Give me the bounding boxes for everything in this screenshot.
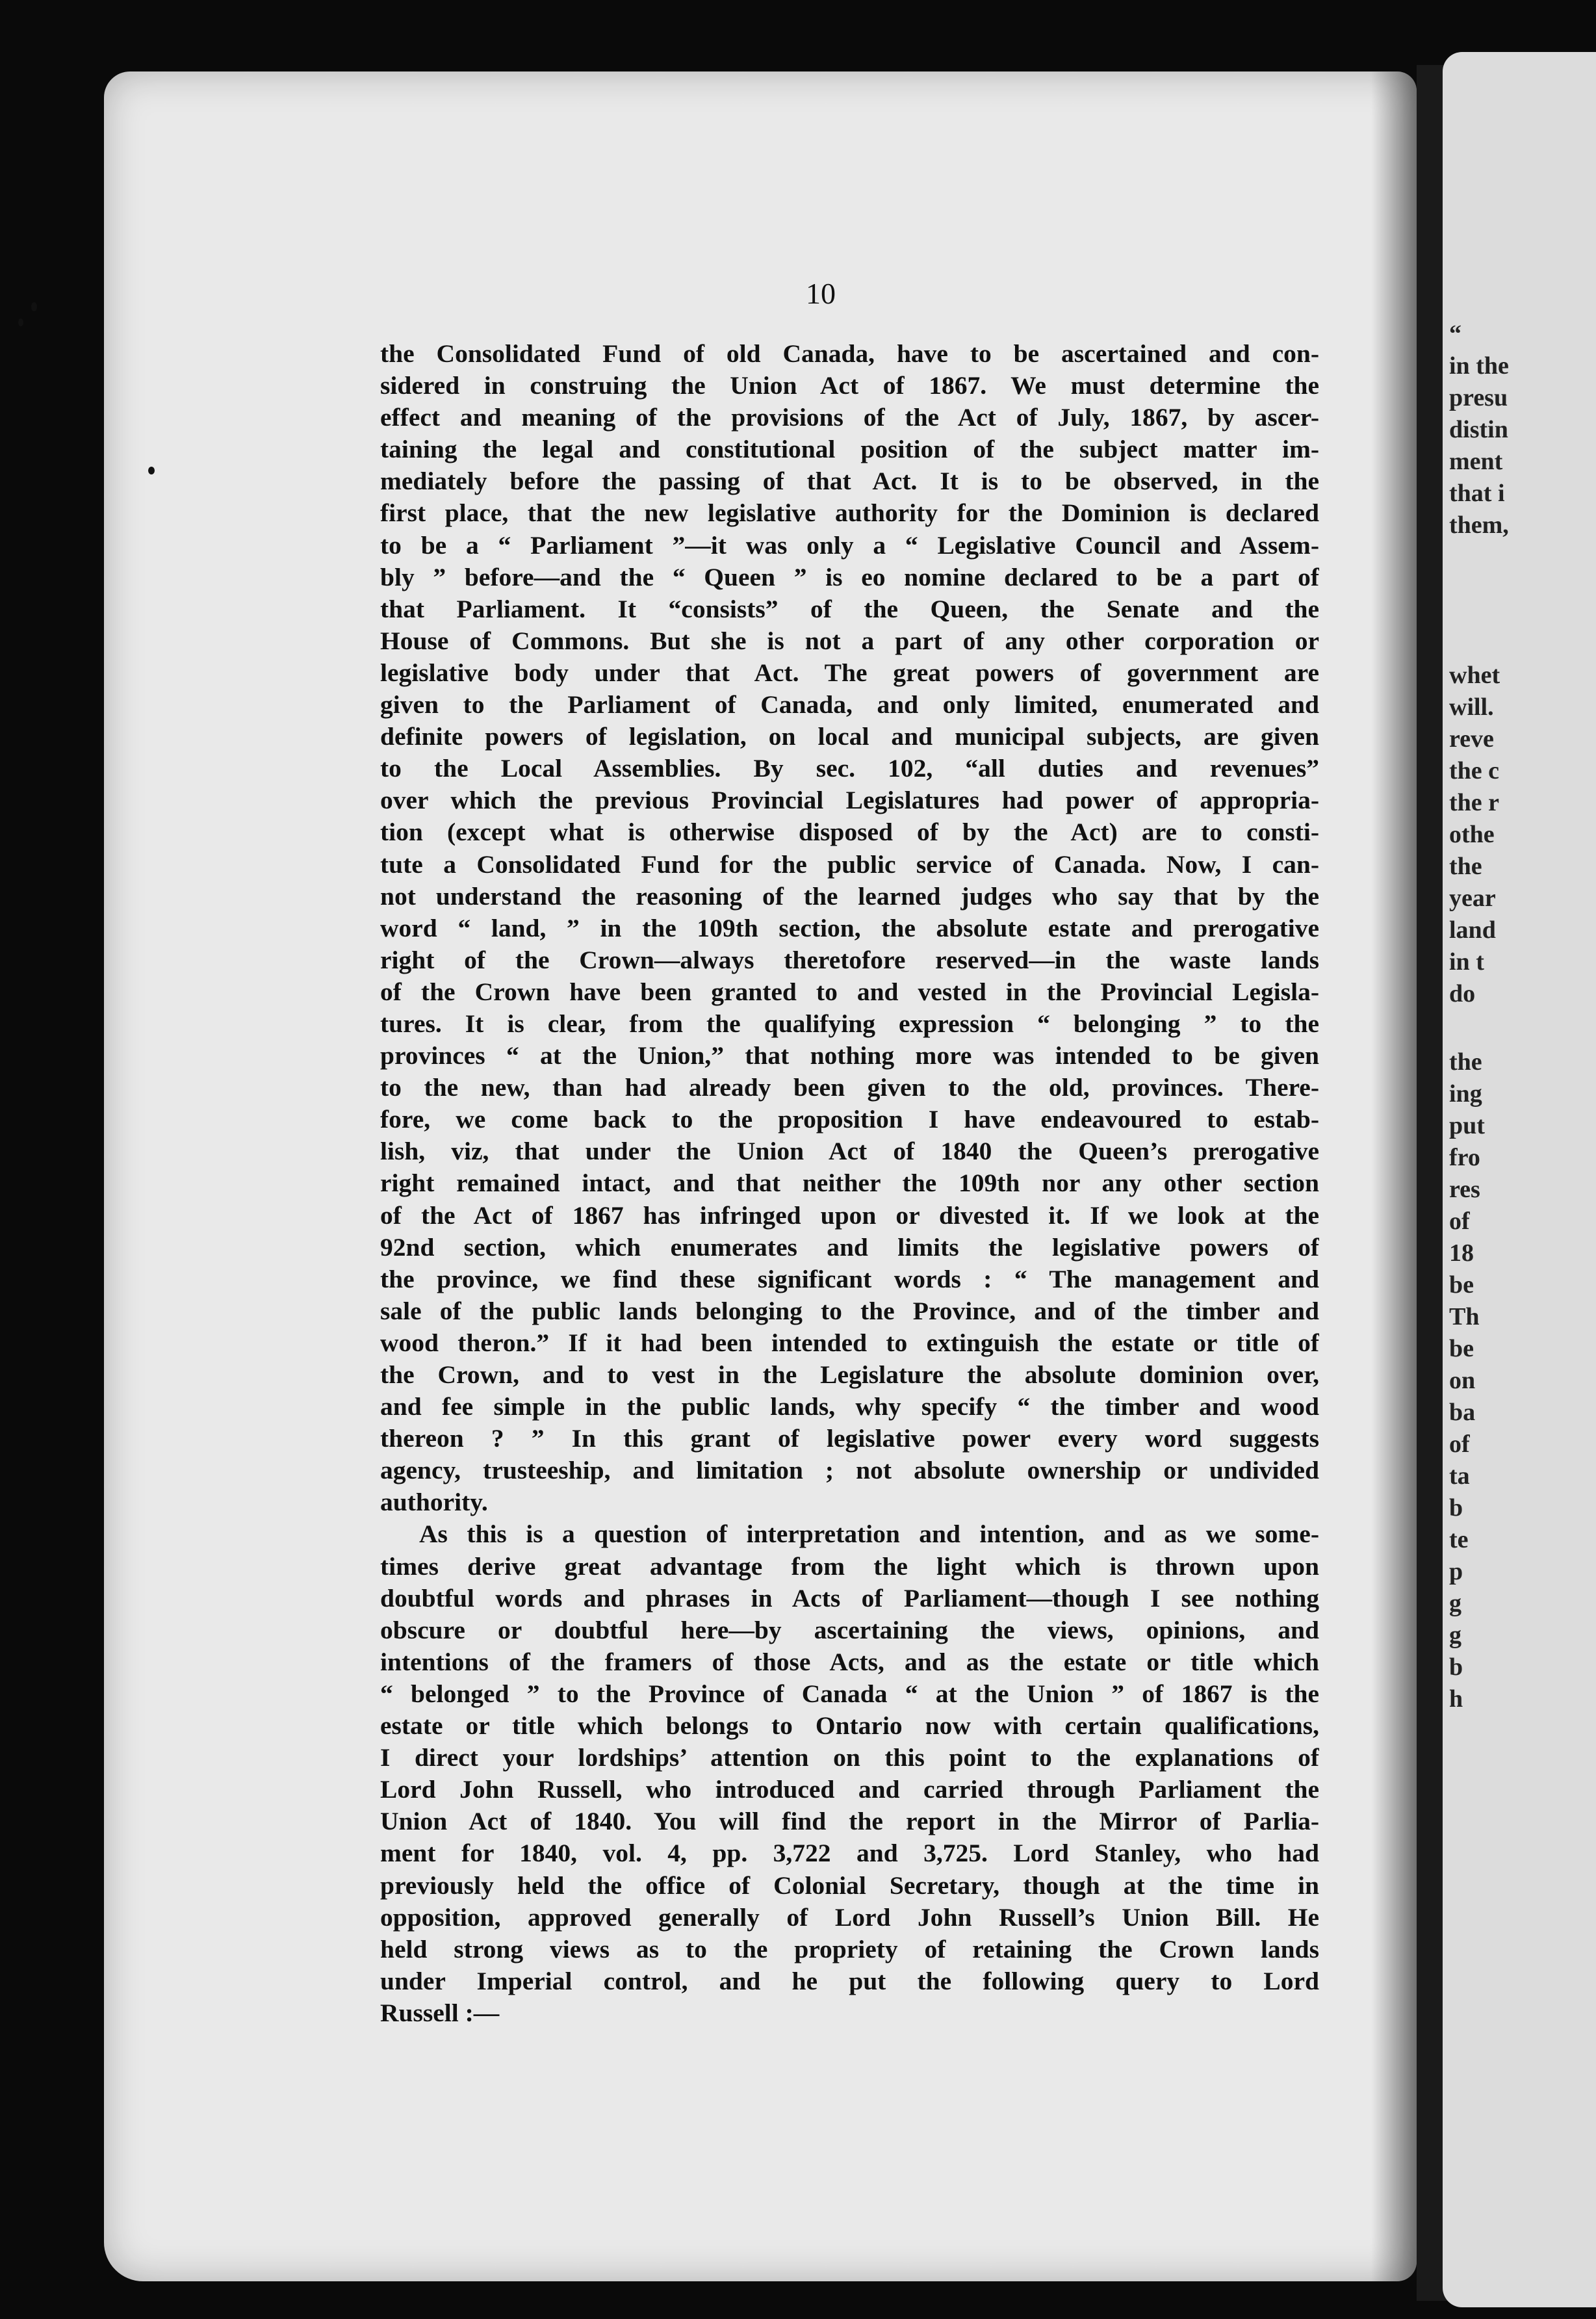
text-line: first place, that the new legislative authority for the Dominion is declared xyxy=(380,499,1319,528)
text-line: obscure or doubtful here—by ascertaining the views, opinions, and xyxy=(380,1615,1319,1644)
text-line: to the Local Assemblies. By sec. 102, “all duties and revenues” xyxy=(380,754,1319,783)
text-line: previously held the office of Colonial Secretary, though at the time in xyxy=(380,1871,1319,1900)
adjacent-page-fragment-block-3 xyxy=(1449,1046,1596,1715)
adjacent-page-text-fragment: te xyxy=(1449,1526,1469,1553)
adjacent-page-text-fragment: that i xyxy=(1449,480,1505,507)
text-line: intentions of the framers of those Acts, and as the estate or title which xyxy=(380,1647,1319,1676)
text-line: effect and meaning of the provisions of the Act of July, 1867, by ascer- xyxy=(380,403,1319,432)
text-line: tion (except what is otherwise disposed of by the Act) are to consti- xyxy=(380,818,1319,847)
text-line: of the Crown have been granted to and vested in the Provincial Legisla- xyxy=(380,977,1319,1006)
text-line: fore, we come back to the proposition I have endeavoured to estab- xyxy=(380,1105,1319,1134)
adjacent-page-text-fragment: be xyxy=(1449,1271,1474,1299)
ink-spot xyxy=(148,467,155,474)
adjacent-page-text-fragment: “ xyxy=(1449,320,1461,348)
text-line: legislative body under that Act. The great powers of government are xyxy=(380,658,1319,687)
text-line: word “ land, ” in the 109th section, the absolute estate and prerogative xyxy=(380,913,1319,942)
text-line: sale of the public lands belonging to the Province, and of the timber and xyxy=(380,1296,1319,1325)
text-line: the province, we find these significant words : “ The management and xyxy=(380,1264,1319,1293)
adjacent-page-text-fragment: h xyxy=(1449,1685,1463,1713)
text-line: estate or title which belongs to Ontario now with certain qualifications, xyxy=(380,1711,1319,1741)
adjacent-page-text-fragment: them, xyxy=(1449,512,1509,539)
adjacent-page-text-fragment: ing xyxy=(1449,1080,1482,1108)
adjacent-page-text-fragment: g xyxy=(1449,1622,1461,1649)
text-line: opposition, approved generally of Lord John Russell’s Union Bill. He xyxy=(380,1902,1319,1932)
adjacent-page-text-fragment: ta xyxy=(1449,1462,1470,1490)
adjacent-page-text-fragment: will. xyxy=(1449,693,1494,721)
text-line: lish, viz, that under the Union Act of 1840 the Queen’s prerogative xyxy=(380,1137,1319,1166)
text-line: that Parliament. It “consists” of the Queen, the Senate and the xyxy=(380,594,1319,623)
adjacent-page-text-fragment: g xyxy=(1449,1590,1461,1617)
adjacent-page-fragment-block-2 xyxy=(1449,660,1596,1010)
adjacent-page-text-fragment: in the xyxy=(1449,352,1509,380)
text-line: right remained intact, and that neither the 109th nor any other section xyxy=(380,1169,1319,1198)
adjacent-page-text-fragment: on xyxy=(1449,1367,1476,1394)
text-line: right of the Crown—always theretofore reserved—in the waste lands xyxy=(380,945,1319,974)
text-line: authority. xyxy=(380,1488,488,1517)
adjacent-page-text-fragment: of xyxy=(1449,1431,1470,1458)
adjacent-page-edge xyxy=(1443,52,1596,2307)
adjacent-page-text-fragment: the r xyxy=(1449,789,1500,816)
text-line: Union Act of 1840. You will find the report in the Mirror of Parlia- xyxy=(380,1807,1319,1836)
text-line: mediately before the passing of that Act. It is to be observed, in the xyxy=(380,467,1319,496)
text-line: the Consolidated Fund of old Canada, have to be ascertained and con- xyxy=(380,339,1319,368)
adjacent-page-text-fragment: year xyxy=(1449,885,1496,912)
text-line: provinces “ at the Union,” that nothing more was intended to be given xyxy=(380,1041,1319,1070)
text-line: under Imperial control, and he put the following query to Lord xyxy=(380,1966,1319,1995)
text-line: doubtful words and phrases in Acts of Parliament—though I see nothing xyxy=(380,1583,1319,1613)
text-line: not understand the reasoning of the learned judges who say that by the xyxy=(380,881,1319,911)
text-line: given to the Parliament of Canada, and only limited, enumerated and xyxy=(380,690,1319,719)
text-line: Lord John Russell, who introduced and carried through Parliament the xyxy=(380,1775,1319,1804)
adjacent-page-text-fragment: p xyxy=(1449,1558,1463,1585)
adjacent-page-text-fragment: res xyxy=(1449,1176,1480,1203)
adjacent-page-text-fragment: 18 xyxy=(1449,1239,1474,1267)
adjacent-page-text-fragment: distin xyxy=(1449,416,1508,443)
adjacent-page-text-fragment: whet xyxy=(1449,662,1500,689)
text-line: agency, trusteeship, and limitation ; not absolute ownership or undivided xyxy=(380,1456,1319,1485)
adjacent-page-text-fragment: land xyxy=(1449,916,1496,944)
adjacent-page-text-fragment: b xyxy=(1449,1494,1463,1522)
adjacent-page-text-fragment: in t xyxy=(1449,948,1484,976)
adjacent-page-text-fragment: of xyxy=(1449,1208,1470,1235)
text-line: times derive great advantage from the light which is thrown upon xyxy=(380,1551,1319,1581)
adjacent-page-text-fragment: Th xyxy=(1449,1303,1480,1330)
adjacent-page-text-fragment: do xyxy=(1449,980,1476,1007)
adjacent-page-text-fragment: othe xyxy=(1449,821,1495,848)
body-text xyxy=(380,338,1319,2029)
ink-spot xyxy=(18,318,23,326)
text-line: 92nd section, which enumerates and limits the legislative powers of xyxy=(380,1232,1319,1262)
text-line: to the new, than had already been given to the old, provinces. There- xyxy=(380,1073,1319,1102)
text-line: and fee simple in the public lands, why specify “ the timber and wood xyxy=(380,1392,1319,1421)
adjacent-page-text-fragment: ba xyxy=(1449,1399,1476,1426)
text-line: to be a “ Parliament ”—it was only a “ Legislative Council and Assem- xyxy=(380,530,1319,560)
text-line: wood theron.” If it had been intended to extinguish the estate or title of xyxy=(380,1328,1319,1357)
adjacent-page-text-fragment: reve xyxy=(1449,725,1494,753)
adjacent-page-text-fragment: the xyxy=(1449,1048,1482,1076)
adjacent-page-text-fragment: be xyxy=(1449,1335,1474,1362)
text-line: As this is a question of interpretation and intention, and as we some- xyxy=(419,1520,1319,1549)
text-line: tures. It is clear, from the qualifying expression “ belonging ” to the xyxy=(380,1009,1319,1038)
adjacent-page-text-fragment: the c xyxy=(1449,757,1500,784)
text-line: I direct your lordships’ attention on this point to the explanations of xyxy=(380,1743,1319,1772)
ink-spot xyxy=(31,302,37,311)
text-line: of the Act of 1867 has infringed upon or divested it. If we look at the xyxy=(380,1200,1319,1230)
text-line: the Crown, and to vest in the Legislature the absolute dominion over, xyxy=(380,1360,1319,1389)
adjacent-page-fragment-block-1 xyxy=(1449,318,1596,541)
text-line: House of Commons. But she is not a part of any other corporation or xyxy=(380,626,1319,655)
adjacent-page-text-fragment: ment xyxy=(1449,448,1503,475)
adjacent-page-text-fragment: presu xyxy=(1449,384,1508,411)
text-line: tute a Consolidated Fund for the public service of Canada. Now, I can- xyxy=(380,849,1319,879)
adjacent-page-text-fragment: the xyxy=(1449,853,1482,880)
text-line: Russell :— xyxy=(380,1998,500,2027)
adjacent-page-text-fragment: put xyxy=(1449,1112,1485,1139)
text-line: definite powers of legislation, on local and municipal subjects, are given xyxy=(380,722,1319,751)
gutter-shadow xyxy=(1371,71,1417,2281)
text-line: bly ” before—and the “ Queen ” is eo nomine declared to be a part of xyxy=(380,562,1319,591)
text-line: sidered in construing the Union Act of 1867. We must determine the xyxy=(380,371,1319,400)
page-number: 10 xyxy=(806,277,836,310)
text-line: ment for 1840, vol. 4, pp. 3,722 and 3,725. Lord Stanley, who had xyxy=(380,1839,1319,1868)
text-line: taining the legal and constitutional position of the subject matter im- xyxy=(380,435,1319,464)
adjacent-page-text-fragment: b xyxy=(1449,1653,1463,1681)
text-line: thereon ? ” In this grant of legislative power every word suggests xyxy=(380,1424,1319,1453)
text-line: over which the previous Provincial Legislatures had power of appropria- xyxy=(380,786,1319,815)
text-line: held strong views as to the propriety of retaining the Crown lands xyxy=(380,1934,1319,1963)
adjacent-page-text-fragment: fro xyxy=(1449,1144,1480,1171)
text-line: “ belonged ” to the Province of Canada “ at the Union ” of 1867 is the xyxy=(380,1679,1319,1708)
